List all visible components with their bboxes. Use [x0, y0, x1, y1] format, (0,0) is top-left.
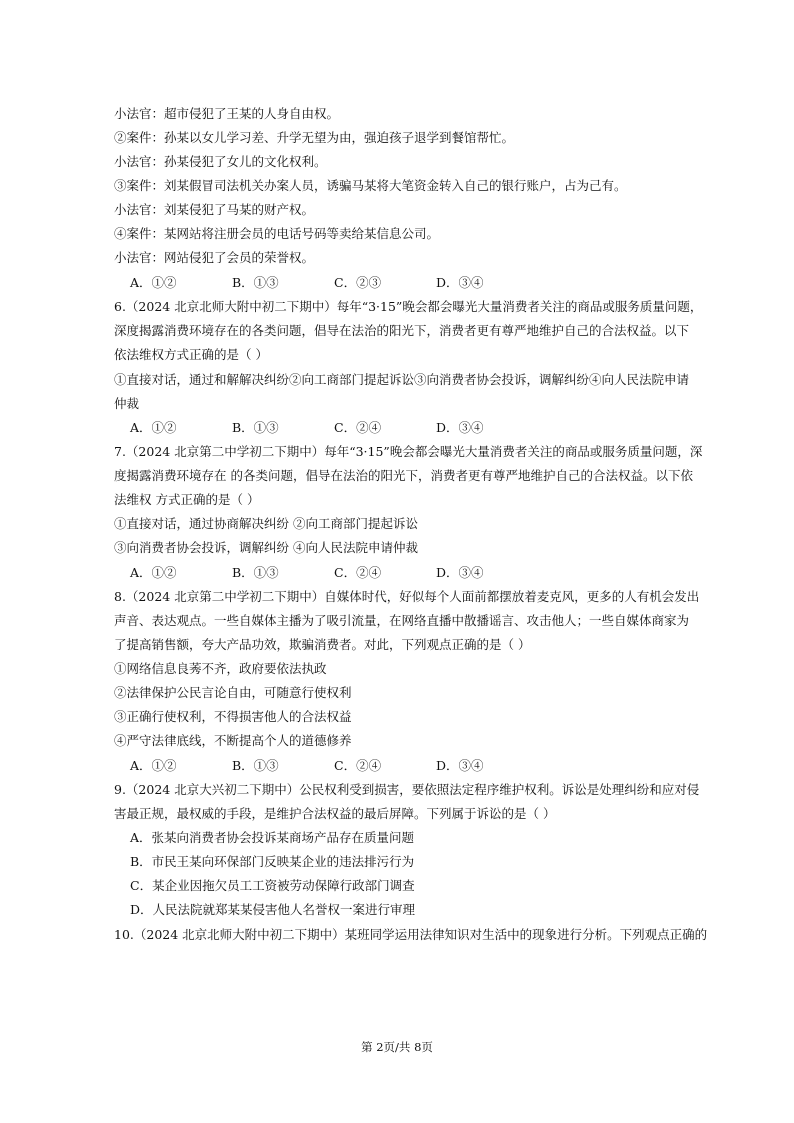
option-b: B．①③ [232, 275, 279, 290]
option-a: A．①② [130, 275, 177, 290]
text-line: 小法官：网站侵犯了会员的荣誉权。 [114, 250, 315, 265]
answer-options-q5 [130, 275, 484, 291]
page-number-footer: 第 2页/共 8页 [361, 1040, 433, 1054]
question-10-line: 10.（2024 北京北师大附中初二下期中）某班同学运用法律知识对生活中的现象进行分析。下列观点正确的 [114, 927, 708, 942]
option-line: B．市民王某向环保部门反映某企业的违法排污行为 [130, 854, 415, 869]
question-7-line: 7.（2024 北京第二中学初二下期中）每年“3·15”晚会都会曝光大量消费者关注的商品或服务质量问题，深 [114, 444, 703, 459]
text-line: 了提高销售额，夸大产品功效，欺骗消费者。对此，下列观点正确的是（ ） [114, 637, 531, 652]
option-d: D．③④ [436, 420, 484, 435]
option-d: D．③④ [436, 758, 484, 773]
question-8-line: 8.（2024 北京第二中学初二下期中）自媒体时代，好似每个人面前都摆放着麦克风，更多的人有机会发出 [114, 589, 700, 604]
answer-options-q6 [130, 420, 484, 436]
option-b: B．①③ [232, 758, 279, 773]
option-a: A．①② [130, 420, 177, 435]
text-line: ③正确行使权利，不得损害他人的合法权益 [114, 709, 352, 724]
question-9-line: 9.（2024 北京大兴初二下期中）公民权利受到损害，要依照法定程序维护权利。诉讼是处理纠纷和应对侵 [114, 782, 700, 797]
option-b: B．①③ [232, 420, 279, 435]
text-line: 仲裁 [114, 396, 140, 411]
answer-options-q8 [130, 758, 484, 774]
option-a: A．①② [130, 565, 177, 580]
text-line: ③案件：刘某假冒司法机关办案人员，诱骗马某将大笔资金转入自己的银行账户，占为己有。 [114, 178, 627, 193]
answer-options-q7 [130, 565, 484, 581]
text-line: 小法官：刘某侵犯了马某的财产权。 [114, 202, 315, 217]
option-d: D．③④ [436, 275, 484, 290]
option-line: D．人民法院就郑某某侵害他人名誉权一案进行审理 [130, 902, 416, 917]
text-line: 声音、表达观点。一些自媒体主播为了吸引流量，在网络直播中散播谣言、攻击他人；一些自媒体商家为 [114, 613, 690, 628]
text-line: 害最正规，最权威的手段，是维护合法权益的最后屏障。下列属于诉讼的是（ ） [114, 806, 556, 821]
option-a: A．①② [130, 758, 177, 773]
option-b: B．①③ [232, 565, 279, 580]
text-line: ①直接对话，通过和解解决纠纷②向工商部门提起诉讼③向消费者协会投诉，调解纠纷④向人民法院申请 [114, 372, 690, 387]
option-c: C．②③ [334, 275, 382, 290]
option-d: D．③④ [436, 565, 484, 580]
text-line: 小法官：超市侵犯了王某的人身自由权。 [114, 106, 340, 121]
text-line: ④案件：某网站将注册会员的电话号码等卖给某信息公司。 [114, 226, 440, 241]
text-line: ①直接对话，通过协商解决纠纷 ②向工商部门提起诉讼 [114, 516, 418, 531]
text-line: ②案件：孙某以女儿学习差、升学无望为由，强迫孩子退学到餐馆帮忙。 [114, 130, 515, 145]
option-line: A．张某向消费者协会投诉某商场产品存在质量问题 [130, 830, 415, 845]
text-line: 小法官：孙某侵犯了女儿的文化权利。 [114, 154, 327, 169]
text-line: ④严守法律底线，不断提高个人的道德修养 [114, 733, 352, 748]
option-line: C．某企业因拖欠员工工资被劳动保障行政部门调查 [130, 878, 415, 893]
option-c: C．②④ [334, 420, 382, 435]
option-c: C．②④ [334, 758, 382, 773]
text-line: 度揭露消费环境存在 的各类问题，倡导在法治的阳光下，消费者更有尊严地维护自己的合法权益。以下依 [114, 468, 693, 483]
text-line: 依法维权方式正确的是（ ） [114, 347, 268, 362]
text-line: 深度揭露消费环境存在的各类问题，倡导在法治的阳光下，消费者更有尊严地维护自己的合法权益。以下 [114, 323, 690, 338]
text-line: ③向消费者协会投诉，调解纠纷 ④向人民法院申请仲裁 [114, 540, 418, 555]
text-line: ②法律保护公民言论自由，可随意行使权利 [114, 685, 352, 700]
text-line: ①网络信息良莠不齐，政府要依法执政 [114, 661, 327, 676]
text-line: 法维权 方式正确的是（ ） [114, 492, 260, 507]
question-6-line: 6.（2024 北京北师大附中初二下期中）每年“3·15”晚会都会曝光大量消费者关注的商品或服务质量问题， [114, 299, 703, 314]
option-c: C．②④ [334, 565, 382, 580]
